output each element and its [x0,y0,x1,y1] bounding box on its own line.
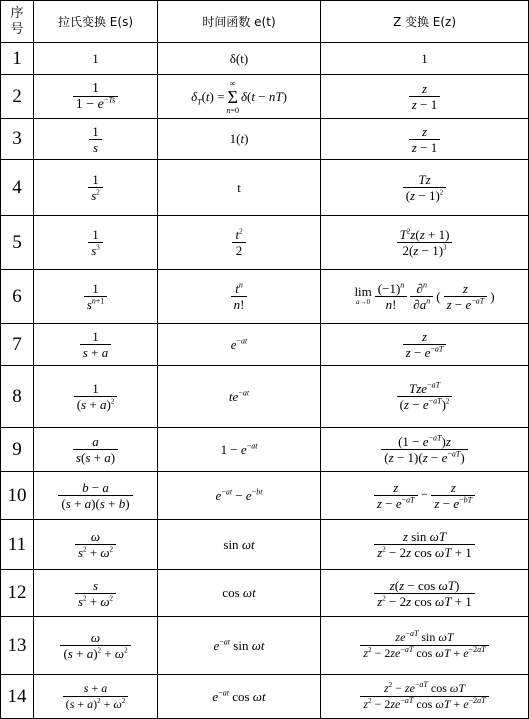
row-index: 14 [1,675,34,719]
laplace-cell: $\frac{1}{(s + a)^2}$ [34,366,158,428]
z-transform-cell: $\frac{z^2 - ze^{-aT} \cos \omega T}{z^2 - 2ze^{-aT} \cos \omega T + e^{-2aT}}$ [321,675,529,719]
time-function-cell: 1(t) [158,119,321,160]
time-function-cell: sin ωt [158,520,321,570]
z-transform-cell: $\frac{T^2z(z + 1)}{2(z - 1)^3}$ [321,216,529,270]
z-transform-cell: $\frac{(1 - e^{-aT})z}{(z - 1)(z - e^{-aT})}$ [321,428,529,472]
laplace-cell: $\frac{1}{s}$ [34,119,158,160]
header-index-line2: 号 [10,21,24,37]
time-function-cell: $e^{-at}$ cos ωt [158,675,321,719]
row-index: 2 [1,75,34,119]
laplace-cell: $\frac{1}{s^2}$ [34,160,158,216]
header-laplace: 拉氏变换 E(s) [34,1,158,43]
time-function-cell: $te^{-at}$ [158,366,321,428]
z-transform-cell: $\frac{z}{z - 1}$ [321,119,529,160]
laplace-cell: $\frac{s}{s^2 + \omega^2}$ [34,570,158,617]
time-function-cell: $\frac{t^2}{2}$ [158,216,321,270]
laplace-cell: 1 [34,43,158,75]
table-row [1,160,529,216]
row-index: 5 [1,216,34,270]
time-function-cell: $e^{-at} - e^{-bt}$ [158,472,321,520]
row-index: 8 [1,366,34,428]
time-function-cell: $1 - e^{-at}$ [158,428,321,472]
table-row [1,472,529,520]
z-transform-cell: $\frac{Tze^{-aT}}{(z - e^{-aT})^2}$ [321,366,529,428]
laplace-cell: $\frac{s + a}{(s + a)^2 + \omega^2}$ [34,675,158,719]
laplace-cell: $\frac{1}{s^3}$ [34,216,158,270]
table-row [1,617,529,675]
laplace-cell: $\frac{1}{1 - e^{-Ts}}$ [34,75,158,119]
row-index: 4 [1,160,34,216]
time-function-cell: $\delta_T(t)$ = ∞ Σ n=0 δ(t − nT) [158,75,321,119]
header-z-transform: Z 变换 E(z) [321,1,529,43]
laplace-cell: $\frac{1}{s + a}$ [34,324,158,366]
row-index: 1 [1,43,34,75]
row-index: 11 [1,520,34,570]
table-row [1,520,529,570]
z-transform-cell: $\frac{Tz}{(z - 1)^2}$ [321,160,529,216]
z-transform-cell: $\frac{z}{z - 1}$ [321,75,529,119]
z-transform-cell: $\frac{\text{z(z − cos ωT)}}{z^2 - 2z \cos \omega T + 1}$ [321,570,529,617]
z-transform-cell: $\frac{ze^{-aT} \sin \omega T}{z^2 - 2ze^{-aT} \cos \omega T + e^{-2aT}}$ [321,617,529,675]
table-row [1,216,529,270]
laplace-cell: $\frac{b - a}{(s + a)(s + b)}$ [34,472,158,520]
laplace-cell: $\frac{\omega}{(s + a)^2 + \omega^2}$ [34,617,158,675]
time-function-cell: $e^{-at}$ [158,324,321,366]
row-index: 9 [1,428,34,472]
time-function-cell: t [158,160,321,216]
table-row [1,75,529,119]
z-transform-cell: 1 [321,43,529,75]
row-index: 7 [1,324,34,366]
laplace-cell: $\frac{a}{s(s + a)}$ [34,428,158,472]
row-index: 6 [1,270,34,324]
row-index: 13 [1,617,34,675]
table-row [1,428,529,472]
header-index [1,1,34,43]
table-row [1,570,529,617]
z-transform-cell: lim a→0 $\frac{(-1)^n}{n!}$ $\frac{\partial^n}{\partial a^n}$ ( $\frac{z}{z - e^{-aT}}$ ) [321,270,529,324]
table-row [1,366,529,428]
row-index: 12 [1,570,34,617]
laplace-cell: $\frac{\omega}{s^2 + \omega^2}$ [34,520,158,570]
table-row [1,270,529,324]
table-row [1,119,529,160]
time-function-cell: $\frac{t^n}{n!}$ [158,270,321,324]
table-row [1,324,529,366]
table-row [1,675,529,719]
header-time-function: 时间函数 e(t) [158,1,321,43]
header-index-line1: 序 [10,5,24,21]
row-index: 3 [1,119,34,160]
z-transform-cell: $\frac{z}{z - e^{-aT}}$ − $\frac{z}{z - e^{-bT}}$ [321,472,529,520]
table-row [1,43,529,75]
z-transform-cell: $\frac{\text{z sin ωT}}{z^2 - 2z \cos \omega T + 1}$ [321,520,529,570]
z-transform-cell: $\frac{z}{z - e^{-aT}}$ [321,324,529,366]
time-function-cell: δ(t) [158,43,321,75]
row-index: 10 [1,472,34,520]
time-function-cell: cos ωt [158,570,321,617]
table-header-row [1,1,529,43]
time-function-cell: $e^{-at}$ sin ωt [158,617,321,675]
laplace-cell: $\frac{1}{s^{n+1}}$ [34,270,158,324]
